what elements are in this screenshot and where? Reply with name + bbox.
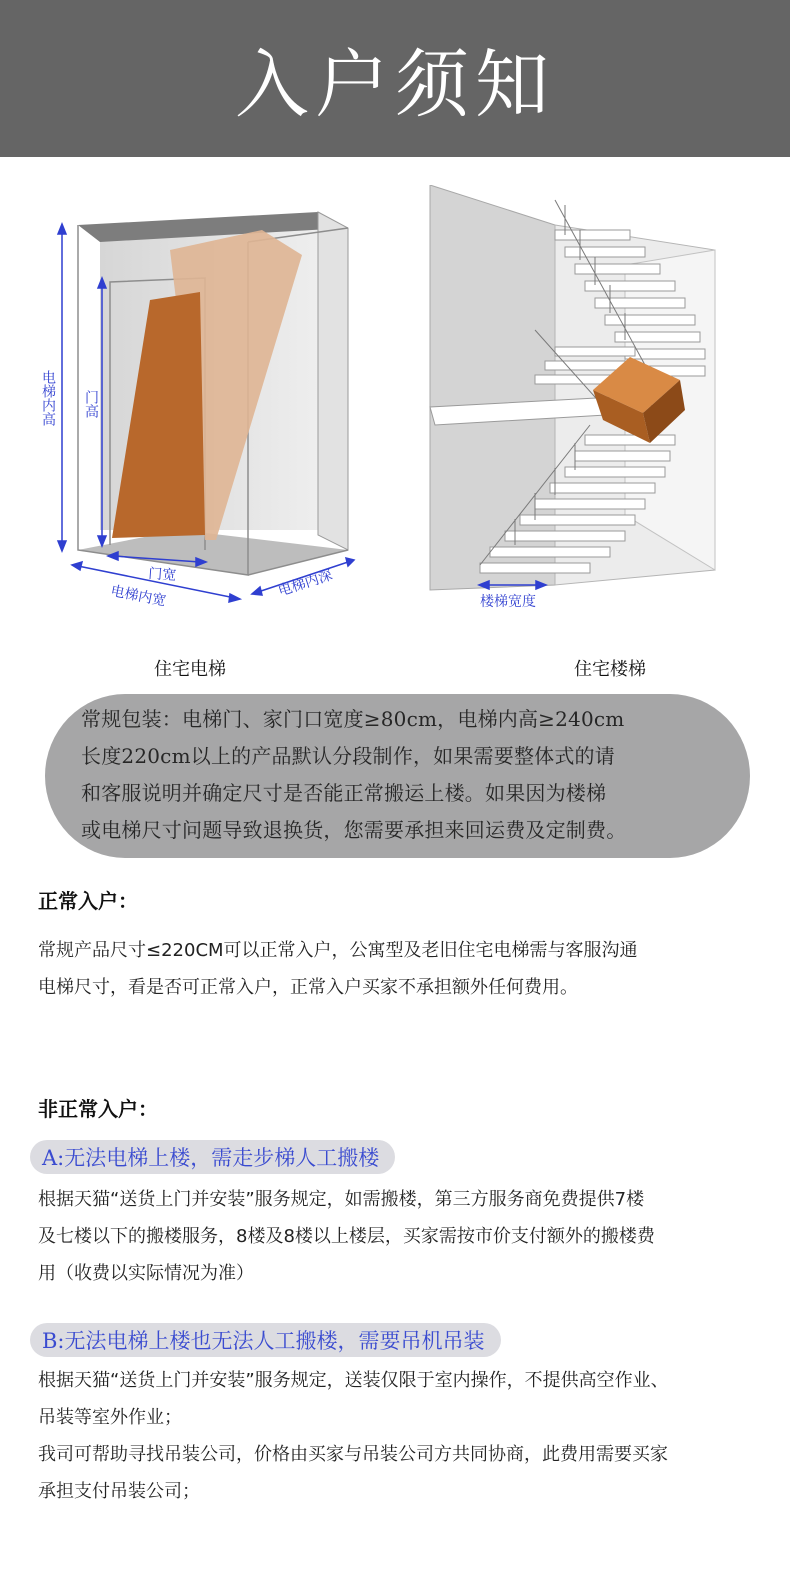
stairs-diagram	[415, 185, 735, 620]
option-a-line: 及七楼以下的搬楼服务，8楼及8楼以上楼层，买家需按市价支付额外的搬楼费	[38, 1226, 655, 1247]
elevator-diagram	[30, 200, 370, 620]
door-width-label: 门宽	[147, 566, 177, 584]
stair-width-label: 楼梯宽度	[480, 594, 536, 610]
option-b-line: 承担支付吊装公司；	[38, 1481, 200, 1502]
normal-entry-heading: 正常入户：	[38, 889, 138, 913]
stairs-caption: 住宅楼梯	[574, 659, 646, 680]
notice-box	[45, 694, 750, 858]
elevator-caption: 住宅电梯	[154, 659, 226, 680]
stairs-illustration	[415, 185, 735, 620]
option-b-line: 根据天猫“送货上门并安装”服务规定，送装仅限于室内操作，不提供高空作业、	[38, 1370, 669, 1391]
option-b-line: 吊装等室外作业；	[38, 1407, 182, 1428]
abnormal-entry-heading: 非正常入户：	[38, 1097, 158, 1121]
option-a-label: A:无法电梯上楼，需走步梯人工搬楼	[30, 1140, 395, 1174]
normal-entry-line: 常规产品尺寸≤220CM可以正常入户，公寓型及老旧住宅电梯需与客服沟通	[38, 940, 638, 961]
elevator-illustration	[30, 200, 370, 620]
door-height-label: 门高	[83, 390, 99, 418]
notice-line: 和客服说明并确定尺寸是否能正常搬运上楼。如果因为楼梯	[81, 781, 607, 805]
normal-entry-text	[38, 932, 783, 1006]
option-b-line: 我司可帮助寻找吊装公司，价格由买家与吊装公司方共同协商，此费用需要买家	[38, 1444, 668, 1465]
option-b-label: B:无法电梯上楼也无法人工搬楼，需要吊机吊装	[30, 1323, 501, 1357]
elevator-height-label: 电梯内高	[40, 370, 56, 426]
notice-line: 或电梯尺寸问题导致退换货，您需要承担来回运费及定制费。	[81, 818, 627, 842]
notice-line: 常规包装：电梯门、家门口宽度≥80cm，电梯内高≥240cm	[81, 707, 625, 731]
option-a-line: 根据天猫“送货上门并安装”服务规定，如需搬楼，第三方服务商免费提供7楼	[38, 1189, 645, 1210]
page-title: 入户须知	[235, 41, 555, 128]
header-banner	[0, 0, 790, 157]
elevator-width-label: 电梯内宽	[109, 583, 168, 610]
option-b-text	[38, 1362, 783, 1510]
elevator-depth-label: 电梯内深	[276, 567, 335, 600]
normal-entry-line: 电梯尺寸，看是否可正常入户，正常入户买家不承担额外任何费用。	[38, 977, 578, 998]
option-a-line: 用（收费以实际情况为准）	[38, 1263, 254, 1284]
option-a-text	[38, 1181, 783, 1292]
notice-line: 长度220cm以上的产品默认分段制作，如果需要整体式的请	[81, 744, 615, 768]
